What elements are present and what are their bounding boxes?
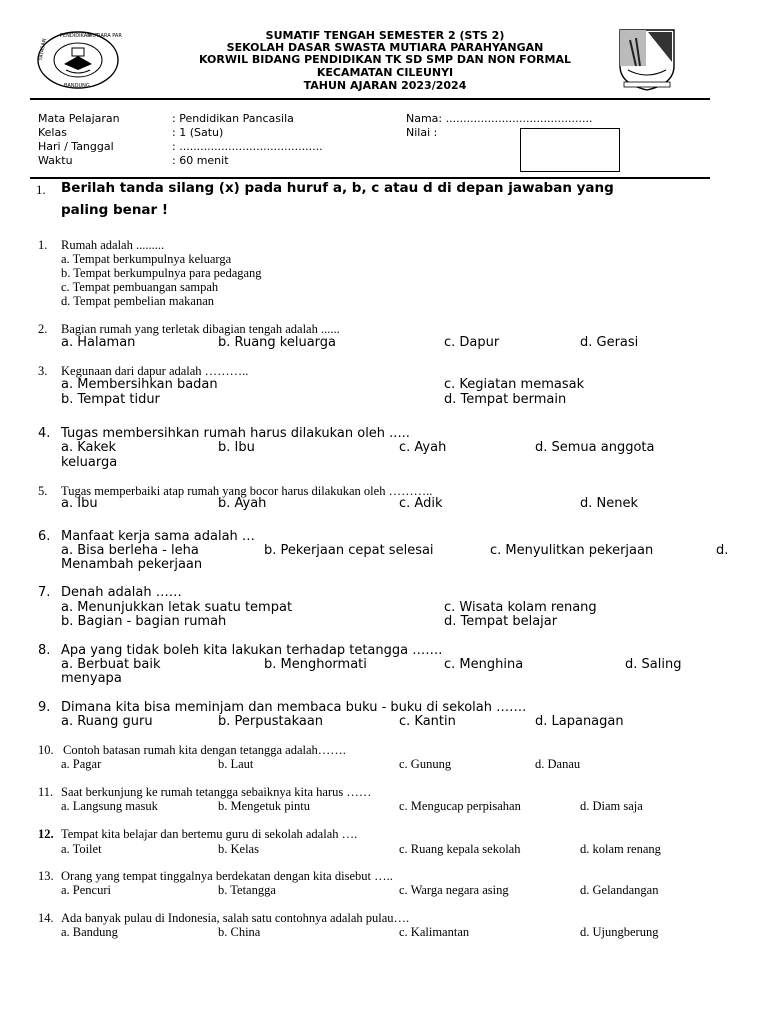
question-7: [38, 585, 182, 600]
question-text: Tugas memperbaiki atap rumah yang bocor harus dilakukan oleh ………..: [61, 484, 433, 498]
option-a[interactable]: a. Pencuri: [61, 883, 111, 897]
question-number: 4.: [38, 426, 51, 441]
label-waktu: Waktu: [38, 154, 73, 167]
option-b[interactable]: b. China: [218, 925, 261, 939]
question-number: 14.: [38, 911, 54, 925]
header-school: SEKOLAH DASAR SWASTA MUTIARA PARAHYANGAN: [226, 41, 544, 54]
instruction-line-1: Berilah tanda silang (x) pada huruf a, b, c atau d di depan jawaban yang: [61, 180, 614, 196]
question-text: Apa yang tidak boleh kita lakukan terhadap tetangga …….: [61, 643, 443, 658]
option-d[interactable]: d. Gerasi: [580, 335, 639, 350]
option-d[interactable]: d. Saling: [625, 657, 682, 672]
option-d[interactable]: d. kolam renang: [580, 842, 661, 856]
option-d-continued[interactable]: keluarga: [61, 455, 118, 470]
option-b[interactable]: b. Tempat berkumpulnya para pedagang: [61, 266, 262, 280]
regency-logo: [616, 26, 678, 92]
question-text: Denah adalah ……: [61, 585, 182, 600]
option-d[interactable]: d. Tempat belajar: [444, 614, 558, 629]
question-number: 2.: [38, 322, 48, 336]
question-number: 12.: [38, 827, 54, 841]
question-text: Rumah adalah .........: [61, 238, 165, 252]
option-c[interactable]: c. Mengucap perpisahan: [399, 799, 521, 813]
option-b[interactable]: b. Ayah: [218, 496, 267, 511]
question-text: Bagian rumah yang terletak dibagian tengah adalah ......: [61, 322, 340, 336]
option-c[interactable]: c. Kantin: [399, 714, 456, 729]
option-d[interactable]: d. Tempat bermain: [444, 392, 567, 407]
header-kecamatan: KECAMATAN CILEUNYI: [316, 66, 454, 79]
value-hari-tanggal: : .........................................: [172, 140, 323, 153]
question-text: Tugas membersihkan rumah harus dilakukan oleh .....: [61, 426, 410, 441]
question-text: Manfaat kerja sama adalah …: [61, 529, 255, 544]
field-nama: Nama: ..........................................: [406, 112, 593, 125]
question-9: [38, 700, 526, 715]
header-rule: [30, 98, 710, 100]
question-13: [38, 869, 393, 884]
logo-text-left: YAYASAN: [38, 38, 48, 62]
question-4: [38, 426, 410, 441]
option-a[interactable]: a. Bandung: [61, 925, 118, 939]
option-d[interactable]: d. Lapanagan: [535, 714, 624, 729]
option-d[interactable]: d. Tempat pembelian makanan: [61, 294, 215, 308]
value-mata-pelajaran: : Pendidikan Pancasila: [172, 112, 294, 125]
option-a[interactable]: a. Ibu: [61, 496, 98, 511]
option-c[interactable]: c. Ruang kepala sekolah: [399, 842, 521, 856]
school-emblem-icon: [36, 30, 120, 90]
question-number: 11.: [38, 785, 54, 799]
option-c[interactable]: c. Adik: [399, 496, 443, 511]
question-number: 1.: [38, 238, 48, 252]
school-logo: [36, 30, 120, 90]
option-c[interactable]: c. Ayah: [399, 440, 447, 455]
question-text: Kegunaan dari dapur adalah ………..: [61, 364, 249, 378]
option-b[interactable]: b. Bagian - bagian rumah: [61, 614, 227, 629]
field-nilai: Nilai :: [406, 126, 438, 139]
question-10: [38, 743, 346, 758]
option-a[interactable]: a. Tempat berkumpulnya keluarga: [61, 252, 232, 266]
label-hari-tanggal: Hari / Tanggal: [38, 140, 114, 153]
instruction-number: 1.: [36, 182, 46, 197]
value-kelas: : 1 (Satu): [172, 126, 224, 139]
question-number: 9.: [38, 700, 51, 715]
header-year: TAHUN AJARAN 2023/2024: [303, 79, 467, 92]
value-waktu: : 60 menit: [172, 154, 229, 167]
option-b[interactable]: b. Perpustakaan: [218, 714, 324, 729]
question-text: Dimana kita bisa meminjam dan membaca buku - buku di sekolah …….: [61, 700, 527, 715]
regency-shield-icon: [616, 26, 678, 92]
question-text: Orang yang tempat tinggalnya berdekatan dengan kita disebut …..: [61, 869, 393, 883]
option-c[interactable]: c. Menghina: [444, 657, 524, 672]
question-number: 7.: [38, 585, 51, 600]
info-rule: [30, 177, 710, 179]
option-c[interactable]: c. Gunung: [399, 757, 452, 771]
option-d[interactable]: d.: [716, 543, 729, 558]
question-8: [38, 643, 442, 658]
option-b[interactable]: b. Pekerjaan cepat selesai: [264, 543, 434, 558]
option-d[interactable]: d. Nenek: [580, 496, 639, 511]
option-d[interactable]: d. Gelandangan: [580, 883, 659, 897]
option-c[interactable]: c. Dapur: [444, 335, 500, 350]
option-a[interactable]: a. Pagar: [61, 757, 102, 771]
logo-text-top2: MUTIARA PAR: [88, 33, 122, 39]
nilai-box: [520, 128, 620, 172]
option-a[interactable]: a. Membersihkan badan: [61, 377, 218, 392]
option-b[interactable]: b. Tempat tidur: [61, 392, 160, 407]
option-a[interactable]: a. Ruang guru: [61, 714, 153, 729]
option-c[interactable]: c. Kegiatan memasak: [444, 377, 585, 392]
option-c[interactable]: c. Tempat pembuangan sampah: [61, 280, 219, 294]
option-d-continued[interactable]: menyapa: [61, 671, 122, 686]
question-number: 6.: [38, 529, 51, 544]
option-b[interactable]: b. Kelas: [218, 842, 259, 856]
option-b[interactable]: b. Ruang keluarga: [218, 335, 337, 350]
question-number: 8.: [38, 643, 51, 658]
question-text: Ada banyak pulau di Indonesia, salah satu contohnya adalah pulau….: [61, 911, 410, 925]
header-korwil: KORWIL BIDANG PENDIDIKAN TK SD SMP DAN NON FORMAL: [199, 53, 571, 66]
question-text: Tempat kita belajar dan bertemu guru di sekolah adalah ….: [61, 827, 358, 841]
question-6: [38, 529, 255, 544]
label-kelas: Kelas: [38, 126, 67, 139]
option-a[interactable]: a. Bisa berleha - leha: [61, 543, 199, 558]
option-b[interactable]: b. Menghormati: [264, 657, 367, 672]
option-c[interactable]: c. Menyulitkan pekerjaan: [490, 543, 654, 558]
option-c[interactable]: c. Kalimantan: [399, 925, 470, 939]
option-b[interactable]: b. Mengetuk pintu: [218, 799, 311, 813]
option-d[interactable]: d. Diam saja: [580, 799, 643, 813]
option-b[interactable]: b. Laut: [218, 757, 254, 771]
question-number: 10.: [38, 743, 54, 757]
question-12: [38, 827, 357, 842]
option-d[interactable]: d. Danau: [535, 757, 581, 771]
question-number: 3.: [38, 364, 48, 378]
question-text: Contoh batasan rumah kita dengan tetangga adalah…….: [63, 743, 346, 757]
question-11: [38, 785, 371, 800]
option-d[interactable]: d. Ujungberung: [580, 925, 659, 939]
option-a[interactable]: a. Halaman: [61, 335, 136, 350]
option-a[interactable]: a. Langsung masuk: [61, 799, 158, 813]
question-number: 13.: [38, 869, 54, 883]
question-number: 5.: [38, 484, 48, 498]
option-a[interactable]: a. Berbuat baik: [61, 657, 161, 672]
option-a[interactable]: a. Kakek: [61, 440, 117, 455]
option-c[interactable]: c. Wisata kolam renang: [444, 600, 597, 615]
option-c[interactable]: c. Warga negara asing: [399, 883, 509, 897]
option-b[interactable]: b. Tetangga: [218, 883, 276, 897]
option-a[interactable]: a. Toilet: [61, 842, 102, 856]
option-d-continued[interactable]: Menambah pekerjaan: [61, 557, 203, 572]
option-b[interactable]: b. Ibu: [218, 440, 255, 455]
question-14: [38, 911, 409, 926]
header-title: SUMATIF TENGAH SEMESTER 2 (STS 2): [265, 29, 505, 42]
question-text: Saat berkunjung ke rumah tetangga sebaiknya kita harus ……: [61, 785, 372, 799]
option-a[interactable]: a. Menunjukkan letak suatu tempat: [61, 600, 293, 615]
option-d[interactable]: d. Semua anggota: [535, 440, 655, 455]
logo-text-top: PENDIDIKAN: [60, 33, 91, 39]
logo-text-bottom: BANDUNG: [64, 83, 90, 89]
label-mata-pelajaran: Mata Pelajaran: [38, 112, 120, 125]
instruction-line-2: paling benar !: [61, 202, 169, 218]
question-1: [38, 238, 164, 253]
